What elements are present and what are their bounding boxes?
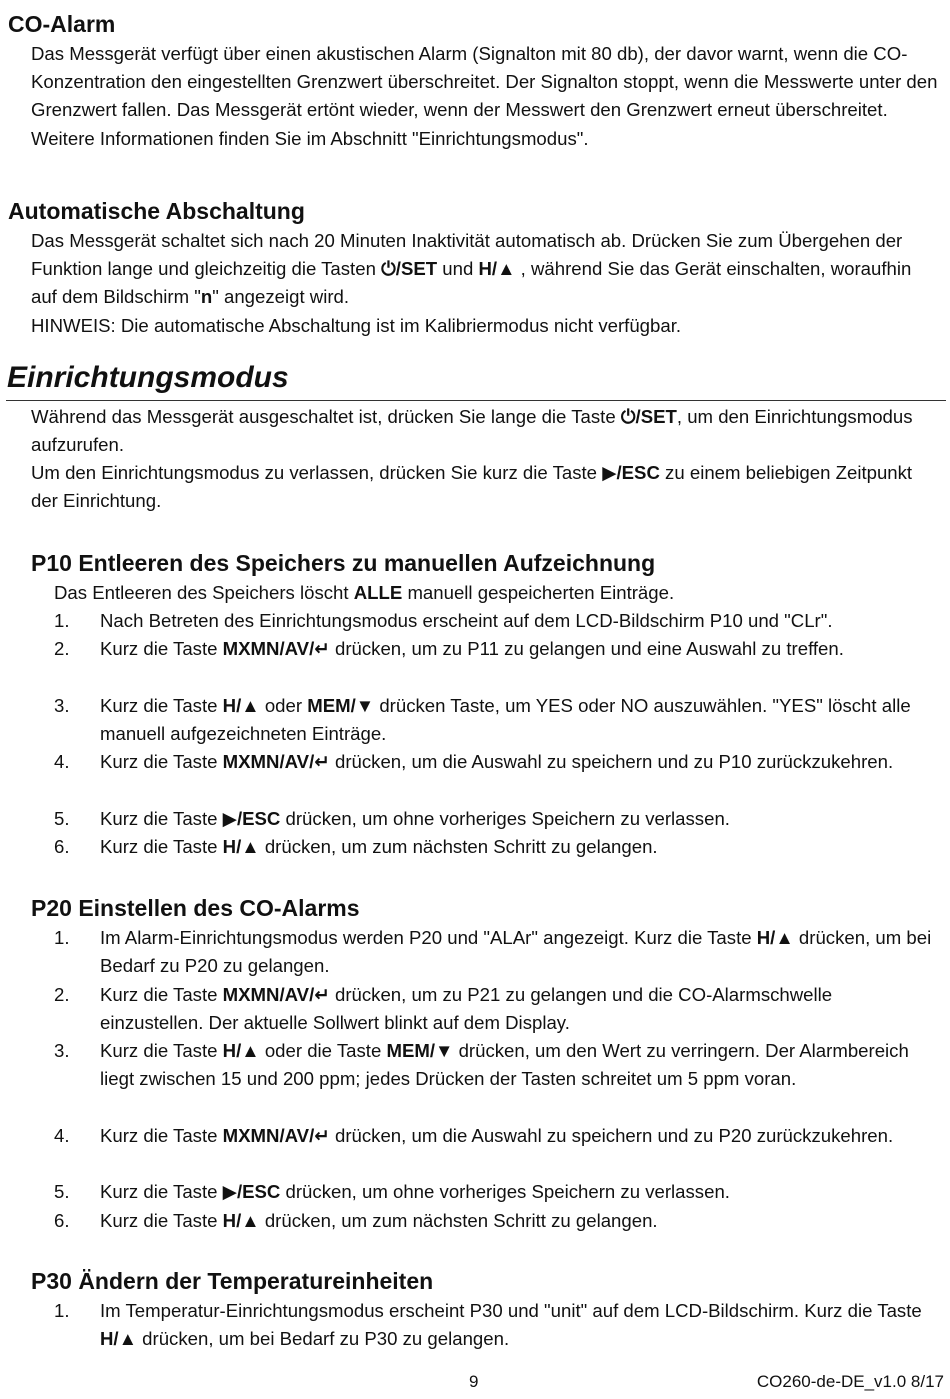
p20-heading: P20 Einstellen des CO-Alarms bbox=[31, 895, 360, 921]
auto-off-text-2: und bbox=[437, 258, 479, 280]
text-part: Kurz die Taste bbox=[100, 638, 223, 659]
text-part: oder die Taste bbox=[259, 1040, 387, 1061]
p10-heading: P10 Entleeren des Speichers zu manuellen Aufzeichnung bbox=[31, 550, 656, 576]
list-text bbox=[100, 1207, 939, 1235]
list-text bbox=[100, 635, 939, 663]
list-text: Nach Betreten des Einrichtungsmodus erscheint auf dem LCD-Bildschirm P10 und "CLr". bbox=[100, 610, 833, 631]
list-text bbox=[100, 833, 939, 861]
list-text bbox=[100, 1037, 939, 1093]
list-number: 4. bbox=[54, 751, 70, 772]
list-item bbox=[54, 635, 939, 663]
text-part: drücken, um zu P21 zu gelangen und die CO-Alarmschwelle einzustellen. Der aktuelle Sollwert blinkt auf dem Display. bbox=[100, 984, 833, 1034]
list-text bbox=[100, 805, 939, 833]
p10-intro bbox=[54, 579, 934, 607]
auto-off-text-4: " angezeigt wird. bbox=[212, 286, 350, 308]
mem-down-key: MEM/▼ bbox=[386, 1040, 454, 1061]
list-item bbox=[54, 833, 939, 861]
text-part: drücken, um bei Bedarf zu P20 zu gelangen. bbox=[100, 927, 932, 977]
auto-off-text bbox=[31, 227, 941, 312]
esc-key: ▶/ESC bbox=[602, 462, 660, 483]
setup-mode-title: Einrichtungsmodus bbox=[7, 361, 289, 394]
h-up-key: H/▲ bbox=[222, 1210, 260, 1231]
list-item bbox=[54, 1297, 939, 1353]
h-up-key: H/▲ bbox=[756, 927, 794, 948]
list-number: 3. bbox=[54, 1040, 70, 1061]
text-part: drücken, um zum nächsten Schritt zu gelangen. bbox=[259, 836, 658, 857]
list-number: 2. bbox=[54, 638, 70, 659]
n-display-code: n bbox=[200, 286, 213, 308]
text-part: drücken Taste, um YES oder NO auszuwählen. "YES" löscht alle manuell aufgezeichneten Einträge. bbox=[100, 695, 911, 745]
list-item bbox=[54, 981, 939, 1037]
text-part: drücken, um die Auswahl zu speichern und zu P10 zurückzukehren. bbox=[329, 751, 894, 772]
text-part: drücken, um ohne vorheriges Speichern zu verlassen. bbox=[280, 808, 730, 829]
list-item bbox=[54, 748, 939, 776]
list-item bbox=[54, 1207, 939, 1235]
mxmn-av-enter-key: MXMN/AV/↵ bbox=[222, 751, 330, 772]
list-number: 5. bbox=[54, 808, 70, 829]
auto-off-heading: Automatische Abschaltung bbox=[8, 198, 305, 224]
list-number: 1. bbox=[54, 1300, 70, 1321]
p10-intro-emphasis: ALLE bbox=[353, 582, 403, 603]
power-set-key: ⏻/SET bbox=[381, 258, 438, 280]
power-set-key: ⏻/SET bbox=[620, 406, 677, 427]
h-up-key: H/▲ bbox=[222, 695, 260, 716]
list-number: 2. bbox=[54, 984, 70, 1005]
text-part: drücken, um den Wert zu verringern. Der Alarmbereich liegt zwischen 15 und 200 ppm; jedes Drücken der Tasten schreitet um 5 ppm voran. bbox=[100, 1040, 909, 1090]
list-item bbox=[54, 692, 939, 748]
text-part: Kurz die Taste bbox=[100, 1210, 223, 1231]
list-number: 1. bbox=[54, 610, 70, 631]
list-item bbox=[54, 1037, 939, 1093]
auto-off-text-1: Das Messgerät schaltet sich nach 20 Minuten Inaktivität automatisch ab. Drücken Sie zum Übergehen der Funktion lange und gleichzeitig die Tasten bbox=[31, 230, 903, 280]
list-text bbox=[100, 748, 939, 776]
auto-off-note: HINWEIS: Die automatische Abschaltung ist im Kalibriermodus nicht verfügbar. bbox=[31, 315, 682, 336]
title-divider bbox=[6, 400, 946, 401]
p30-heading: P30 Ändern der Temperatureinheiten bbox=[31, 1268, 434, 1294]
list-text bbox=[100, 1122, 939, 1150]
text-part: drücken, um bei Bedarf zu P30 zu gelangen. bbox=[137, 1328, 510, 1350]
list-text bbox=[100, 1297, 939, 1353]
h-up-key: H/▲ bbox=[100, 1328, 137, 1350]
h-up-key: H/▲ bbox=[222, 1040, 260, 1061]
list-text bbox=[100, 692, 939, 748]
text-part: drücken, um zum nächsten Schritt zu gelangen. bbox=[259, 1210, 658, 1231]
list-text bbox=[100, 1178, 939, 1206]
list-item bbox=[54, 1178, 939, 1206]
document-id: CO260-de-DE_v1.0 8/17 bbox=[756, 1372, 944, 1391]
setup-enter-text-a: Während das Messgerät ausgeschaltet ist, drücken Sie lange die Taste bbox=[31, 406, 621, 427]
setup-exit-text bbox=[31, 459, 941, 515]
p10-intro-c: manuell gespeicherten Einträge. bbox=[402, 582, 675, 603]
setup-enter-text bbox=[31, 403, 941, 459]
list-number: 5. bbox=[54, 1181, 70, 1202]
list-number: 1. bbox=[54, 927, 70, 948]
setup-enter-text-b: , um den Einrichtungsmodus aufzurufen. bbox=[31, 406, 913, 456]
p10-intro-a: Das Entleeren des Speichers löscht bbox=[54, 582, 354, 603]
esc-key: ▶/ESC bbox=[222, 808, 281, 829]
text-part: Kurz die Taste bbox=[100, 984, 223, 1005]
text-part: Kurz die Taste bbox=[100, 836, 223, 857]
h-up-key: H/▲ bbox=[478, 258, 516, 280]
setup-exit-text-b: zu einem beliebigen Zeitpunkt der Einrichtung. bbox=[31, 462, 913, 512]
text-part: oder bbox=[259, 695, 308, 716]
list-number: 6. bbox=[54, 836, 70, 857]
mxmn-av-enter-key: MXMN/AV/↵ bbox=[222, 638, 330, 659]
list-item bbox=[54, 924, 939, 980]
list-number: 3. bbox=[54, 695, 70, 716]
text-part: drücken, um die Auswahl zu speichern und zu P20 zurückzukehren. bbox=[329, 1125, 894, 1146]
list-item bbox=[54, 805, 939, 833]
text-part: drücken, um ohne vorheriges Speichern zu verlassen. bbox=[280, 1181, 730, 1202]
text-part: Kurz die Taste bbox=[100, 751, 223, 772]
text-part: Im Alarm-Einrichtungsmodus werden P20 und "ALAr" angezeigt. Kurz die Taste bbox=[100, 927, 757, 948]
mem-down-key: MEM/▼ bbox=[307, 695, 375, 716]
list-number: 6. bbox=[54, 1210, 70, 1231]
text-part: Im Temperatur-Einrichtungsmodus erscheint P30 und "unit" auf dem LCD-Bildschirm. Kurz die Taste bbox=[100, 1300, 922, 1321]
list-text bbox=[100, 981, 939, 1037]
list-text bbox=[100, 924, 939, 980]
list-item bbox=[54, 607, 939, 635]
auto-off-text-3: , während Sie das Gerät einschalten, woraufhin auf dem Bildschirm " bbox=[31, 258, 912, 308]
list-item bbox=[54, 1122, 939, 1150]
h-up-key: H/▲ bbox=[222, 836, 260, 857]
text-part: drücken, um zu P11 zu gelangen und eine Auswahl zu treffen. bbox=[329, 638, 844, 659]
mxmn-av-enter-key: MXMN/AV/↵ bbox=[222, 1125, 330, 1146]
co-alarm-heading: CO-Alarm bbox=[8, 11, 116, 37]
page-number: 9 bbox=[469, 1372, 479, 1391]
text-part: Kurz die Taste bbox=[100, 1040, 223, 1061]
text-part: Kurz die Taste bbox=[100, 808, 223, 829]
text-part: Kurz die Taste bbox=[100, 695, 223, 716]
esc-key: ▶/ESC bbox=[222, 1181, 281, 1202]
setup-exit-text-a: Um den Einrichtungsmodus zu verlassen, drücken Sie kurz die Taste bbox=[31, 462, 603, 483]
text-part: Kurz die Taste bbox=[100, 1181, 223, 1202]
co-alarm-text: Das Messgerät verfügt über einen akustischen Alarm (Signalton mit 80 db), der davor warnt, wenn die CO-Konzentration den eingestellten Grenzwert überschreitet. Der Signalton stoppt, wenn die Messwerte unter den Grenzwert fallen. Das Messgerät ertönt wieder, wenn der Messwert den Grenzwert erneut überschreitet. Weitere Informationen finden Sie im Abschnitt "Einrichtungsmodus". bbox=[31, 43, 938, 149]
text-part: Kurz die Taste bbox=[100, 1125, 223, 1146]
list-number: 4. bbox=[54, 1125, 70, 1146]
mxmn-av-enter-key: MXMN/AV/↵ bbox=[222, 984, 330, 1005]
